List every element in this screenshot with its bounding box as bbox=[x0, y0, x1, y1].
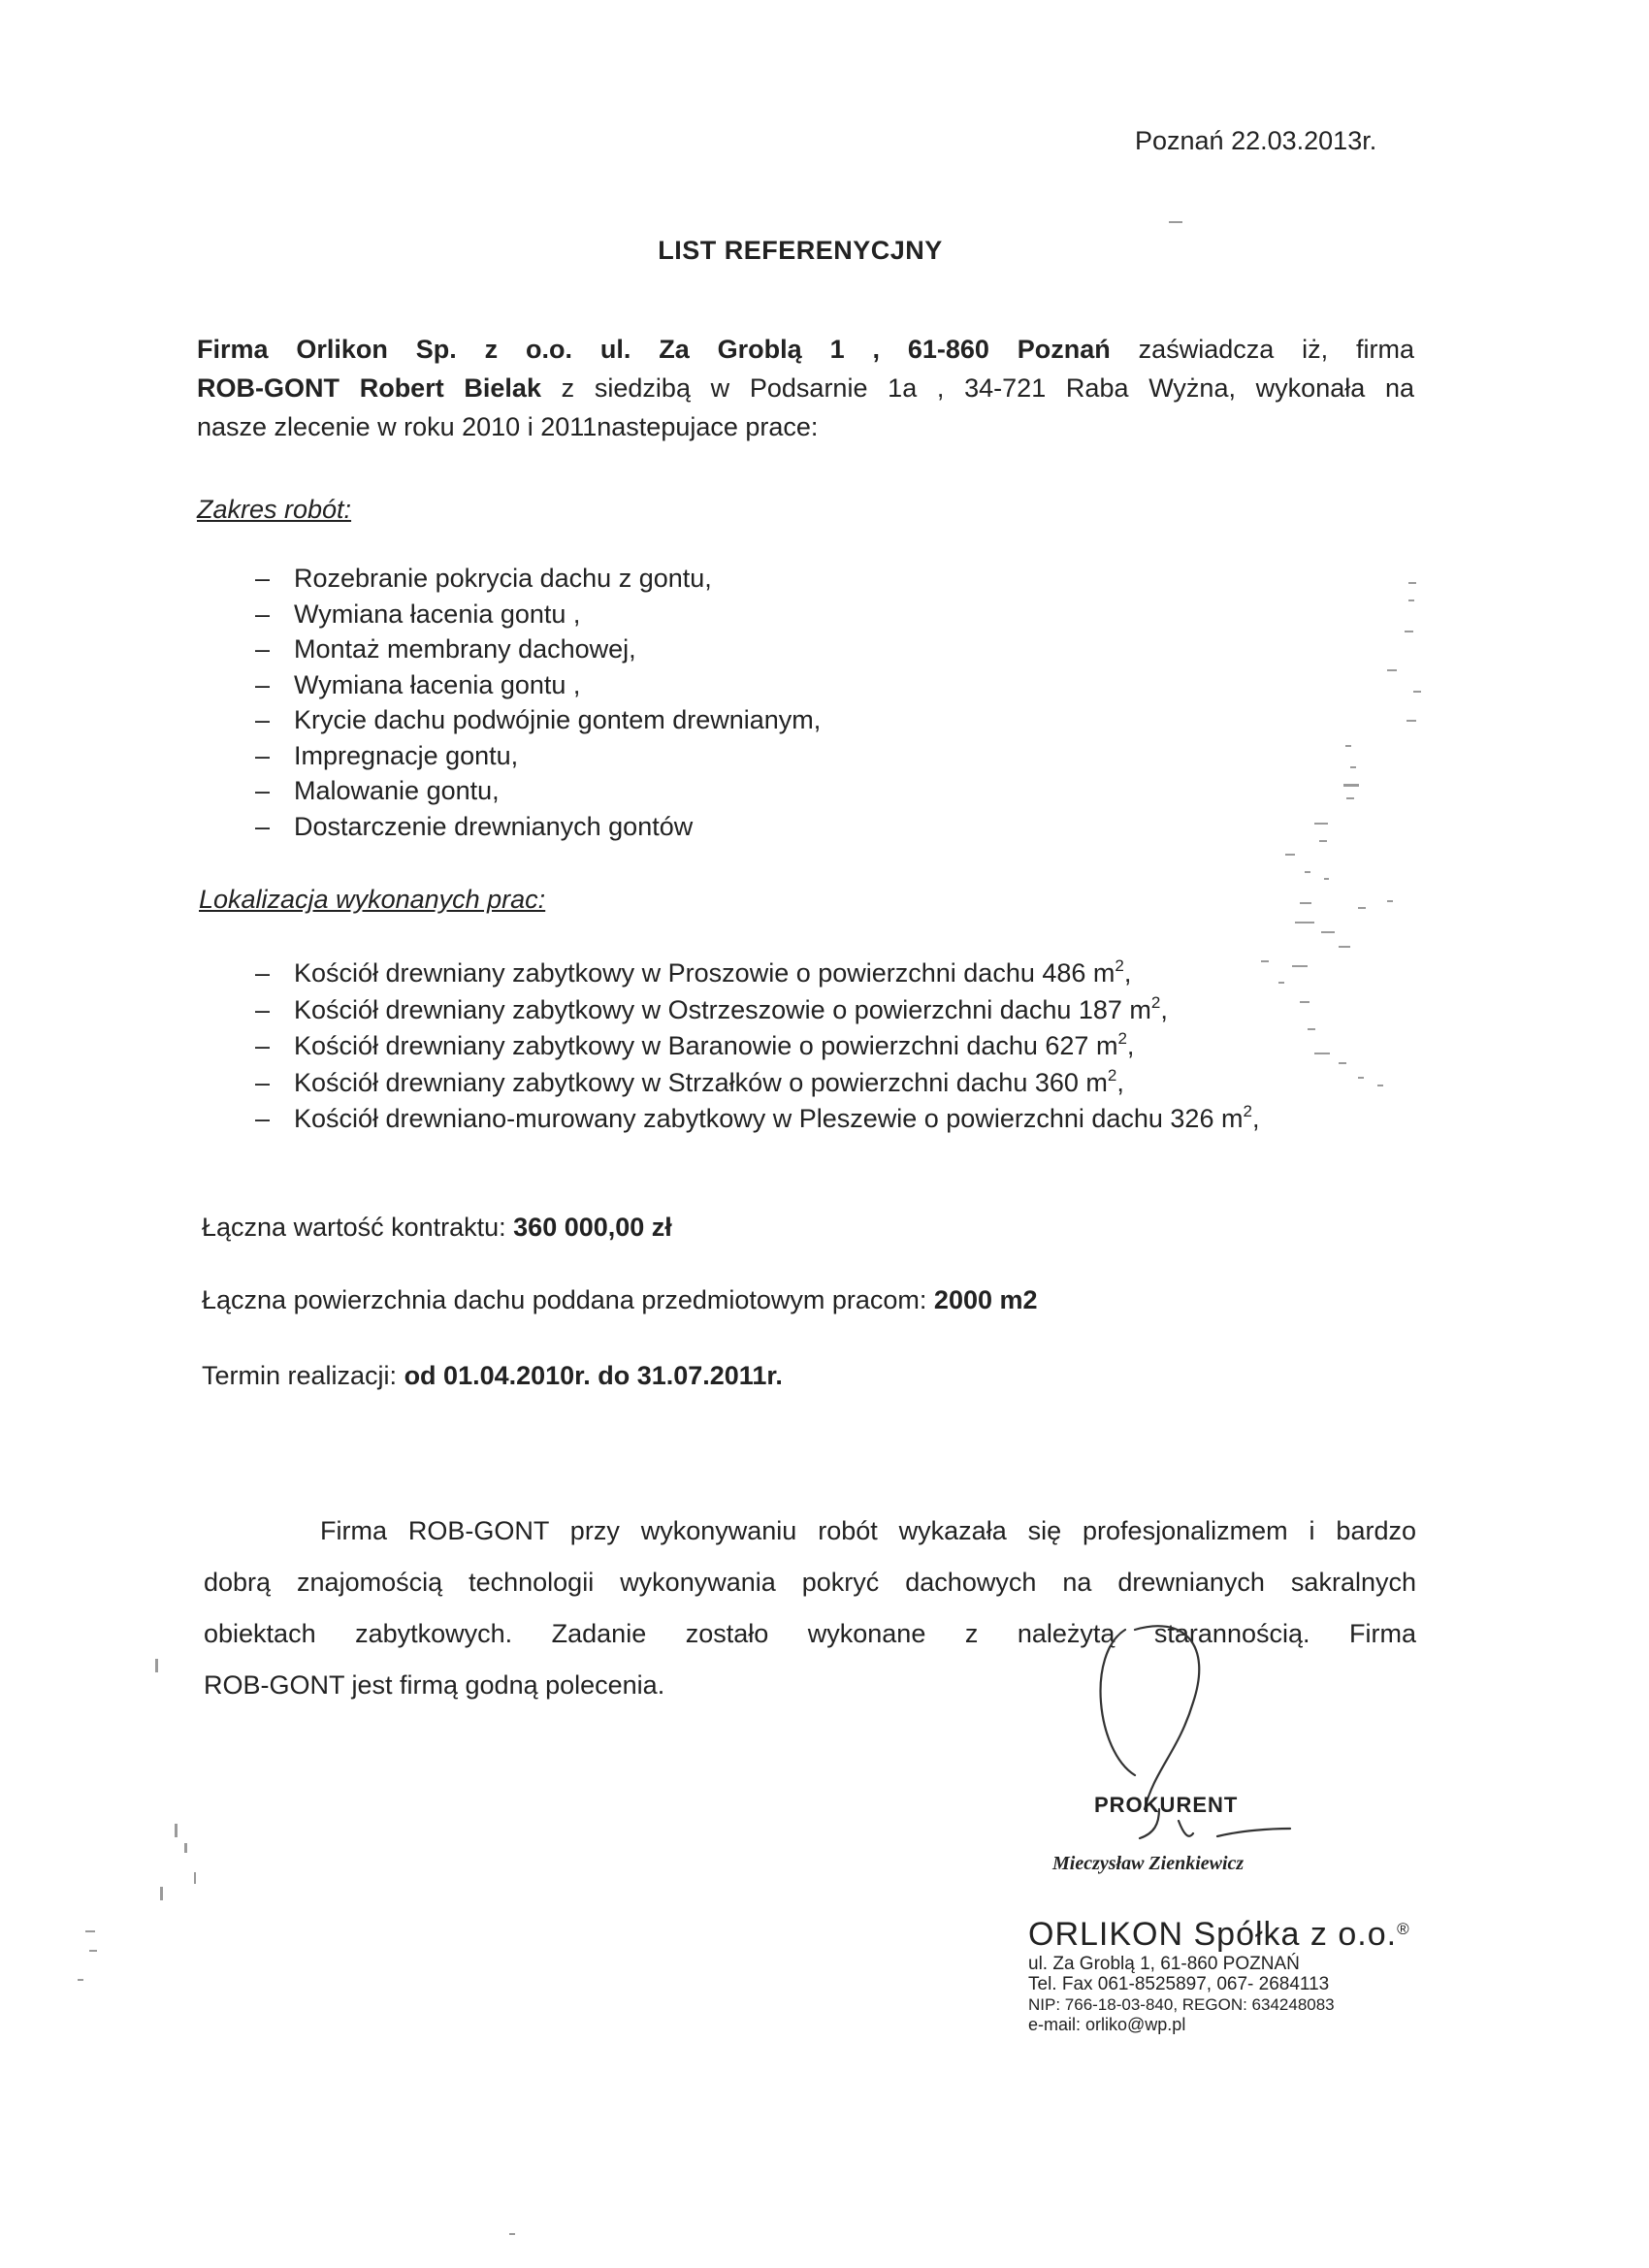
dash-bullet-icon: – bbox=[255, 669, 271, 699]
stamp-title bbox=[1028, 1916, 1409, 1954]
area-unit-exponent: 2 bbox=[1243, 1102, 1252, 1120]
roof-area bbox=[202, 1285, 1038, 1315]
dash-bullet-icon: – bbox=[255, 811, 271, 841]
closing-line: Firma ROB-GONT przy wykonywaniu robót wykazała się profesjonalizmem i bardzo bbox=[320, 1516, 1416, 1545]
dash-bullet-icon: – bbox=[255, 705, 271, 734]
closing-line: dobrą znajomością technologii wykonywania pokryć dachowych na drewnianych sakralnych bbox=[204, 1568, 1416, 1597]
issuer-company: Firma Orlikon Sp. z o.o. ul. Za Groblą 1 , 61-860 Poznań bbox=[197, 335, 1111, 364]
intro-line-3: nasze zlecenie w roku 2010 i 2011nastepujace prace: bbox=[197, 412, 819, 441]
intro-line-1 bbox=[197, 330, 1414, 369]
location-item bbox=[197, 1065, 1259, 1102]
dash-bullet-icon: – bbox=[255, 599, 271, 629]
scope-item bbox=[197, 561, 821, 597]
dash-bullet-icon: – bbox=[255, 958, 271, 988]
roof-area-label: Łączna powierzchnia dachu poddana przedmiotowym pracom: bbox=[202, 1285, 934, 1314]
signature-role: PROKURENT bbox=[1094, 1793, 1239, 1817]
location-item-text: Kościół drewniany zabytkowy w Baranowie o powierzchni dachu 627 bbox=[294, 1031, 1096, 1060]
location-item-end: , bbox=[1123, 958, 1132, 988]
stamp-phone: Tel. Fax 061-8525897, 067- 2684113 bbox=[1028, 1974, 1330, 1994]
letter-date: Poznań 22.03.2013r. bbox=[1135, 126, 1377, 155]
locations-heading: Lokalizacja wykonanych prac: bbox=[199, 885, 546, 914]
location-item-text: Kościół drewniany zabytkowy w Strzałków o powierzchni dachu 360 bbox=[294, 1067, 1086, 1097]
area-unit: m bbox=[1092, 958, 1116, 988]
location-item bbox=[197, 1101, 1259, 1138]
intro-line-1-rest: zaświadcza iż, firma bbox=[1110, 335, 1414, 364]
registered-mark-icon: ® bbox=[1397, 1920, 1409, 1938]
contract-value-label: Łączna wartość kontraktu: bbox=[202, 1213, 514, 1242]
scope-item-text: Wymiana łacenia gontu , bbox=[294, 599, 581, 629]
area-unit-exponent: 2 bbox=[1115, 956, 1124, 975]
intro-paragraph bbox=[197, 330, 1414, 446]
area-unit-exponent: 2 bbox=[1107, 1065, 1117, 1085]
intro-line-2 bbox=[197, 369, 1414, 407]
area-unit-exponent: 2 bbox=[1150, 992, 1161, 1012]
area-unit: m bbox=[1085, 1067, 1108, 1097]
scope-item bbox=[197, 809, 821, 845]
location-item-end: , bbox=[1116, 1067, 1124, 1097]
stamp-address: ul. Za Groblą 1, 61-860 POZNAŃ bbox=[1028, 1954, 1300, 1974]
stamp-ids: NIP: 766-18-03-840, REGON: 634248083 bbox=[1028, 1995, 1335, 2014]
location-item-text: Kościół drewniany zabytkowy w Ostrzeszowie o powierzchni dachu 187 bbox=[294, 994, 1130, 1024]
dash-bullet-icon: – bbox=[255, 994, 271, 1024]
completion-term bbox=[202, 1361, 783, 1391]
area-unit-exponent: 2 bbox=[1117, 1029, 1127, 1048]
dash-bullet-icon: – bbox=[255, 1104, 271, 1133]
location-item-text: Kościół drewniano-murowany zabytkowy w Pleszewie o powierzchni dachu 326 bbox=[294, 1104, 1221, 1133]
dash-bullet-icon: – bbox=[255, 1031, 271, 1060]
area-unit: m bbox=[1095, 1031, 1118, 1060]
area-unit: m bbox=[1220, 1104, 1244, 1133]
location-item-end: , bbox=[1126, 1031, 1135, 1060]
location-item-text: Kościół drewniany zabytkowy w Proszowie o powierzchni dachu 486 bbox=[294, 958, 1093, 988]
closing-line: obiektach zabytkowych. Zadanie zostało wykonane z należytą starannością. Firma bbox=[204, 1619, 1416, 1648]
location-item-end: , bbox=[1160, 994, 1168, 1024]
completion-term-label: Termin realizacji: bbox=[202, 1361, 404, 1390]
location-item bbox=[197, 956, 1259, 992]
stamp-company: ORLIKON bbox=[1028, 1916, 1184, 1953]
scope-item bbox=[197, 667, 821, 703]
contract-value-amount: 360 000,00 zł bbox=[513, 1213, 672, 1242]
company-stamp bbox=[1028, 1916, 1409, 2035]
scope-item-text: Impregnacje gontu, bbox=[294, 740, 519, 770]
location-item-end: , bbox=[1251, 1104, 1260, 1133]
dash-bullet-icon: – bbox=[255, 634, 271, 664]
scope-item-text: Montaż membrany dachowej, bbox=[294, 634, 636, 664]
closing-line: ROB-GONT jest firmą godną polecenia. bbox=[204, 1670, 665, 1700]
scope-item-text: Malowanie gontu, bbox=[294, 776, 500, 805]
stamp-email: e-mail: orliko@wp.pl bbox=[1028, 2015, 1186, 2034]
area-unit: m bbox=[1129, 994, 1151, 1024]
scope-item bbox=[197, 773, 821, 809]
scope-heading: Zakres robót: bbox=[197, 495, 352, 524]
scope-list bbox=[197, 561, 821, 844]
scope-item-text: Wymiana łacenia gontu , bbox=[294, 669, 581, 699]
signatory-name: Mieczysław Zienkiewicz bbox=[1052, 1853, 1245, 1874]
location-item bbox=[197, 992, 1259, 1029]
locations-list bbox=[197, 956, 1259, 1138]
completion-term-value: od 01.04.2010r. do 31.07.2011r. bbox=[404, 1361, 783, 1390]
dash-bullet-icon: – bbox=[255, 740, 271, 770]
scope-item bbox=[197, 632, 821, 667]
contractor-company: ROB-GONT Robert Bielak bbox=[197, 373, 541, 403]
dash-bullet-icon: – bbox=[255, 1067, 271, 1097]
scope-item-text: Dostarczenie drewnianych gontów bbox=[294, 811, 694, 841]
scope-item bbox=[197, 738, 821, 774]
dash-bullet-icon: – bbox=[255, 776, 271, 805]
scope-item-text: Krycie dachu podwójnie gontem drewnianym, bbox=[294, 705, 822, 734]
roof-area-value: 2000 m2 bbox=[933, 1285, 1038, 1314]
dash-bullet-icon: – bbox=[255, 564, 271, 593]
scope-item-text: Rozebranie pokrycia dachu z gontu, bbox=[294, 564, 712, 593]
letter-title: LIST REFERENYCJNY bbox=[658, 236, 943, 265]
stamp-company-type: Spółka z o.o. bbox=[1183, 1916, 1398, 1953]
handwritten-signature bbox=[1048, 1615, 1339, 1867]
intro-line-2-rest: z siedzibą w Podsarnie 1a , 34-721 Raba Wyżna, wykonała na bbox=[540, 373, 1414, 403]
contract-value bbox=[202, 1213, 672, 1243]
location-item bbox=[197, 1028, 1259, 1065]
scope-item bbox=[197, 597, 821, 632]
scope-item bbox=[197, 702, 821, 738]
